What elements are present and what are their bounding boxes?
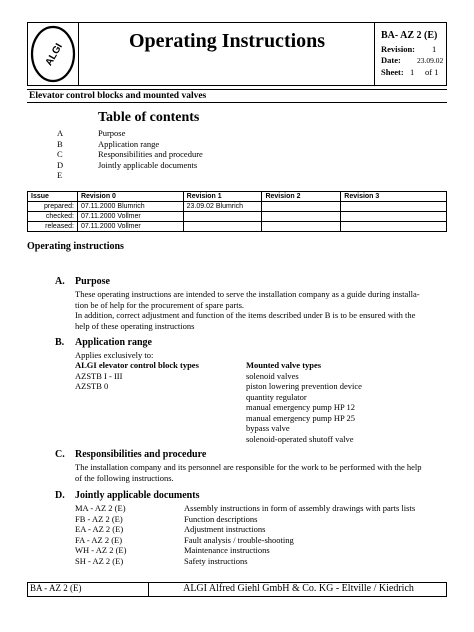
table-cell bbox=[262, 222, 341, 232]
doc-code: SH - AZ 2 (E) bbox=[75, 555, 124, 566]
list-item: bypass valve bbox=[246, 423, 290, 433]
footer-company: ALGI Alfred Giehl GmbH & Co. KG - Eltville / Kiedrich bbox=[183, 583, 414, 594]
text-line: tion be of help for the procurement of spare parts. bbox=[75, 299, 244, 310]
table-row bbox=[28, 212, 447, 222]
sheet-label: Sheet: bbox=[381, 67, 404, 77]
doc-code: EA - AZ 2 (E) bbox=[75, 524, 124, 534]
footer-doc-id: BA - AZ 2 (E) bbox=[27, 582, 149, 597]
list-item: solenoid-operated shutoff valve bbox=[246, 433, 354, 444]
section-b-intro: Applies exclusively to: bbox=[75, 350, 154, 360]
block-types-heading: ALGI elevator control block types bbox=[75, 360, 199, 370]
section-a-letter: A. bbox=[55, 276, 65, 287]
table-cell bbox=[183, 222, 262, 232]
toc-letter: B bbox=[57, 138, 63, 149]
section-d-descs bbox=[184, 503, 415, 566]
section-c-title: Responsibilities and procedure bbox=[75, 449, 207, 460]
toc-entries bbox=[98, 128, 203, 170]
table-cell: checked: bbox=[28, 212, 78, 222]
section-d-letter: D. bbox=[55, 490, 65, 501]
date-label: Date: bbox=[381, 55, 401, 65]
list-item: piston lowering prevention device bbox=[246, 381, 362, 391]
column-header: Revision 0 bbox=[77, 192, 183, 202]
text-line: The installation company and its personnel are responsible for the work to be performed with the help bbox=[75, 462, 422, 472]
logo-cell bbox=[27, 22, 79, 86]
table-cell: 07.11.2000 Vollmer bbox=[77, 212, 183, 222]
list-item: manual emergency pump HP 12 bbox=[246, 402, 356, 412]
document-title: Elevator control blocks and mounted valves bbox=[27, 89, 447, 103]
doc-description: Safety instructions bbox=[184, 555, 248, 566]
date-value: 23.09.02 bbox=[417, 56, 444, 65]
table-header-row bbox=[28, 192, 447, 202]
column-header: Revision 3 bbox=[341, 192, 447, 202]
table-cell bbox=[262, 212, 341, 222]
section-d-codes bbox=[75, 503, 126, 566]
list-item: AZSTB 0 bbox=[75, 381, 109, 391]
table-row bbox=[28, 222, 447, 232]
toc-letters bbox=[57, 128, 63, 181]
main-heading: Operating instructions bbox=[27, 241, 124, 252]
column-header: Revision 1 bbox=[183, 192, 262, 202]
revision-table bbox=[27, 191, 447, 232]
doc-description: Fault analysis / trouble-shooting bbox=[184, 534, 294, 545]
revision-label: Revision: bbox=[381, 44, 415, 54]
list-item: quantity regulator bbox=[246, 391, 307, 402]
table-cell: 07.11.2000 Blumrich bbox=[77, 202, 183, 212]
table-cell: prepared: bbox=[28, 202, 78, 212]
algi-logo bbox=[27, 22, 79, 86]
table-row bbox=[28, 202, 447, 212]
table-cell bbox=[183, 212, 262, 222]
toc-heading: Table of contents bbox=[98, 110, 200, 125]
table-cell: 07.11.2000 Vollmer bbox=[77, 222, 183, 232]
section-b-letter: B. bbox=[55, 337, 65, 348]
toc-entry: Jointly applicable documents bbox=[98, 159, 198, 170]
toc-letter: D bbox=[57, 159, 64, 170]
text-line: of the following instructions. bbox=[75, 472, 174, 483]
doc-code: FB - AZ 2 (E) bbox=[75, 513, 123, 524]
doc-description: Adjustment instructions bbox=[184, 524, 266, 534]
revision-value: 1 bbox=[432, 44, 437, 54]
text-line: These operating instructions are intended to serve the installation company as a guide during installa- bbox=[75, 289, 420, 299]
toc-entry: Application range bbox=[98, 138, 160, 149]
sheet-value: 1 bbox=[410, 67, 415, 77]
column-header: Issue bbox=[28, 192, 78, 202]
valve-types-heading: Mounted valve types bbox=[246, 360, 322, 370]
doc-description: Function descriptions bbox=[184, 513, 258, 524]
toc-letter: A bbox=[57, 128, 64, 138]
table-cell bbox=[341, 222, 447, 232]
table-cell bbox=[262, 202, 341, 212]
section-c-letter: C. bbox=[55, 449, 65, 460]
table-cell: 23.09.02 Blumrich bbox=[183, 202, 262, 212]
text-line: help of these operating instructions bbox=[75, 320, 195, 331]
doc-description: Assembly instructions in form of assembly drawings with parts lists bbox=[184, 503, 416, 513]
doc-description: Maintenance instructions bbox=[184, 545, 270, 555]
page-title: Operating Instructions bbox=[128, 30, 326, 52]
list-item: AZSTB I - III bbox=[75, 370, 123, 381]
toc-entry: Responsibilities and procedure bbox=[98, 149, 203, 160]
section-b-title: Application range bbox=[75, 337, 152, 348]
list-item: manual emergency pump HP 25 bbox=[246, 412, 356, 423]
section-a-title: Purpose bbox=[75, 276, 110, 287]
section-a-body bbox=[75, 289, 420, 331]
section-b-left bbox=[75, 360, 199, 392]
doc-id: BA- AZ 2 (E) bbox=[381, 30, 438, 41]
doc-code: MA - AZ 2 (E) bbox=[75, 503, 126, 513]
table-cell bbox=[341, 212, 447, 222]
toc-letter: E bbox=[57, 170, 63, 181]
doc-code: FA - AZ 2 (E) bbox=[75, 534, 123, 545]
section-d-title: Jointly applicable documents bbox=[75, 490, 200, 501]
doc-code: WH - AZ 2 (E) bbox=[75, 545, 127, 555]
section-c-body bbox=[75, 462, 422, 483]
toc-letter: C bbox=[57, 149, 63, 160]
table-cell bbox=[341, 202, 447, 212]
column-header: Revision 2 bbox=[262, 192, 341, 202]
text-line: In addition, correct adjustment and function of the items described under B is to be ensured with the bbox=[75, 310, 416, 320]
sheet-of: of 1 bbox=[425, 67, 439, 77]
logo-text: ALGI bbox=[43, 41, 66, 68]
toc-entry: Purpose bbox=[98, 128, 126, 138]
section-b-right bbox=[246, 360, 362, 444]
list-item: solenoid valves bbox=[246, 370, 299, 381]
table-cell: released: bbox=[28, 222, 78, 232]
